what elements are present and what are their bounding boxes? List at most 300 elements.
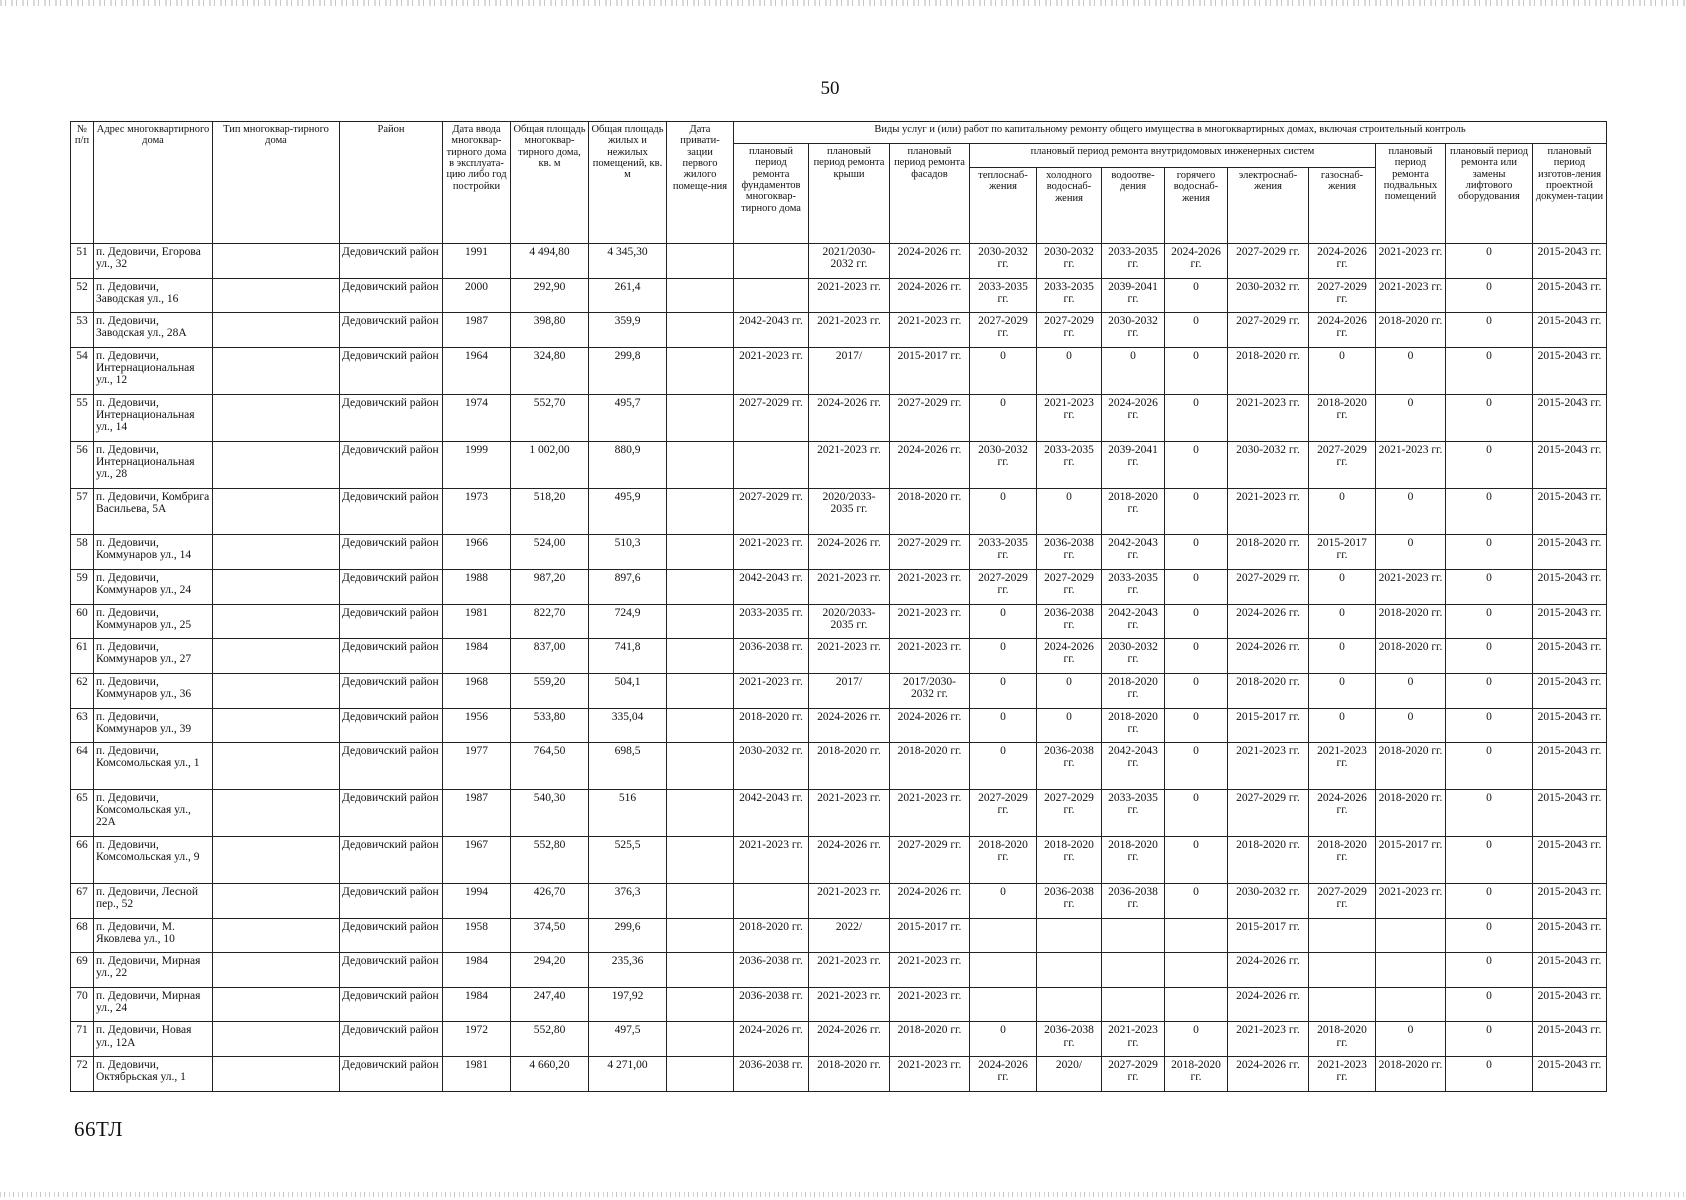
cell-num: 53 <box>71 313 94 348</box>
capital-repair-table <box>70 121 1607 1092</box>
cell-num: 60 <box>71 604 94 639</box>
cell-year: 1968 <box>443 673 511 708</box>
cell-year: 1956 <box>443 708 511 743</box>
cell-address: п. Дедовичи, Мирная ул., 24 <box>94 987 213 1022</box>
cell-cold-water: 2036-2038 гг. <box>1037 743 1102 790</box>
cell-gas: 0 <box>1309 488 1376 535</box>
cell-basement: 2021-2023 гг. <box>1376 244 1446 279</box>
cell-project-docs: 2015-2043 гг. <box>1533 918 1607 953</box>
cell-year: 1966 <box>443 535 511 570</box>
cell-num: 71 <box>71 1022 94 1057</box>
cell-total-area: 533,80 <box>511 708 589 743</box>
cell-basement <box>1376 953 1446 988</box>
header-address: Адрес многоквартирного дома <box>94 122 213 244</box>
cell-facade: 2027-2029 гг. <box>890 394 970 441</box>
cell-type <box>213 244 340 279</box>
cell-year: 1977 <box>443 743 511 790</box>
cell-project-docs: 2015-2043 гг. <box>1533 570 1607 605</box>
cell-heat: 0 <box>970 883 1037 918</box>
cell-project-docs: 2015-2043 гг. <box>1533 313 1607 348</box>
header-elevator: плановый период ремонта или замены лифтового оборудования <box>1446 144 1533 244</box>
cell-sewer: 2042-2043 гг. <box>1102 535 1165 570</box>
cell-living-area: 504,1 <box>589 673 667 708</box>
cell-sewer: 2018-2020 гг. <box>1102 673 1165 708</box>
cell-heat: 2033-2035 гг. <box>970 278 1037 313</box>
cell-year: 1984 <box>443 987 511 1022</box>
cell-district: Дедовичский район <box>340 278 443 313</box>
cell-total-area: 524,00 <box>511 535 589 570</box>
cell-electric: 2024-2026 гг. <box>1228 987 1309 1022</box>
cell-elevator: 0 <box>1446 278 1533 313</box>
cell-privatization <box>667 535 734 570</box>
cell-num: 68 <box>71 918 94 953</box>
cell-hot-water: 0 <box>1165 743 1228 790</box>
cell-district: Дедовичский район <box>340 837 443 884</box>
cell-year: 1984 <box>443 953 511 988</box>
cell-facade: 2021-2023 гг. <box>890 604 970 639</box>
cell-electric: 2024-2026 гг. <box>1228 639 1309 674</box>
cell-heat: 0 <box>970 743 1037 790</box>
cell-address: п. Дедовичи, Интернациональная ул., 28 <box>94 441 213 488</box>
cell-total-area: 4 660,20 <box>511 1057 589 1092</box>
cell-total-area: 518,20 <box>511 488 589 535</box>
cell-district: Дедовичский район <box>340 708 443 743</box>
cell-total-area: 552,70 <box>511 394 589 441</box>
table-row <box>71 394 1607 441</box>
cell-sewer: 2018-2020 гг. <box>1102 837 1165 884</box>
cell-hot-water: 0 <box>1165 837 1228 884</box>
cell-cold-water: 2036-2038 гг. <box>1037 535 1102 570</box>
cell-address: п. Дедовичи, М. Яковлева ул., 10 <box>94 918 213 953</box>
cell-roof: 2021-2023 гг. <box>809 278 890 313</box>
cell-district: Дедовичский район <box>340 313 443 348</box>
cell-heat: 0 <box>970 604 1037 639</box>
cell-facade: 2018-2020 гг. <box>890 488 970 535</box>
cell-basement: 2021-2023 гг. <box>1376 278 1446 313</box>
table-row <box>71 837 1607 884</box>
header-project-docs: плановый период изготов-ления проектной докумен-тации <box>1533 144 1607 244</box>
cell-heat: 2027-2029 гг. <box>970 790 1037 837</box>
cell-year: 1984 <box>443 639 511 674</box>
cell-sewer <box>1102 918 1165 953</box>
cell-gas: 2027-2029 гг. <box>1309 441 1376 488</box>
table-row <box>71 743 1607 790</box>
cell-district: Дедовичский район <box>340 790 443 837</box>
cell-sewer: 2039-2041 гг. <box>1102 441 1165 488</box>
cell-elevator: 0 <box>1446 708 1533 743</box>
cell-basement: 0 <box>1376 535 1446 570</box>
cell-electric: 2018-2020 гг. <box>1228 347 1309 394</box>
cell-project-docs: 2015-2043 гг. <box>1533 837 1607 884</box>
cell-living-area: 698,5 <box>589 743 667 790</box>
cell-num: 72 <box>71 1057 94 1092</box>
cell-electric: 2021-2023 гг. <box>1228 743 1309 790</box>
cell-foundation: 2021-2023 гг. <box>734 673 809 708</box>
cell-sewer <box>1102 953 1165 988</box>
table-row <box>71 441 1607 488</box>
cell-privatization <box>667 918 734 953</box>
cell-district: Дедовичский район <box>340 918 443 953</box>
cell-foundation <box>734 441 809 488</box>
cell-living-area: 724,9 <box>589 604 667 639</box>
cell-gas: 2024-2026 гг. <box>1309 313 1376 348</box>
cell-type <box>213 313 340 348</box>
cell-sewer: 2033-2035 гг. <box>1102 570 1165 605</box>
table-row <box>71 347 1607 394</box>
cell-type <box>213 604 340 639</box>
cell-electric: 2024-2026 гг. <box>1228 953 1309 988</box>
cell-hot-water: 0 <box>1165 394 1228 441</box>
cell-cold-water <box>1037 987 1102 1022</box>
cell-elevator: 0 <box>1446 673 1533 708</box>
table-row <box>71 708 1607 743</box>
cell-heat: 0 <box>970 1022 1037 1057</box>
cell-basement <box>1376 918 1446 953</box>
cell-facade: 2024-2026 гг. <box>890 441 970 488</box>
table-row <box>71 1022 1607 1057</box>
cell-hot-water <box>1165 987 1228 1022</box>
footer-mark: 66ТЛ <box>74 1117 124 1141</box>
cell-total-area: 559,20 <box>511 673 589 708</box>
cell-basement: 0 <box>1376 394 1446 441</box>
cell-project-docs: 2015-2043 гг. <box>1533 987 1607 1022</box>
cell-facade: 2027-2029 гг. <box>890 535 970 570</box>
table-row <box>71 313 1607 348</box>
cell-year: 1974 <box>443 394 511 441</box>
cell-elevator: 0 <box>1446 604 1533 639</box>
scan-edge-top <box>0 0 1686 6</box>
cell-type <box>213 883 340 918</box>
cell-living-area: 261,4 <box>589 278 667 313</box>
header-heat: теплоснаб-жения <box>970 168 1037 244</box>
cell-elevator: 0 <box>1446 639 1533 674</box>
cell-facade: 2021-2023 гг. <box>890 987 970 1022</box>
cell-year: 1967 <box>443 837 511 884</box>
cell-type <box>213 394 340 441</box>
cell-living-area: 376,3 <box>589 883 667 918</box>
cell-gas: 2015-2017 гг. <box>1309 535 1376 570</box>
cell-facade: 2027-2029 гг. <box>890 837 970 884</box>
cell-total-area: 294,20 <box>511 953 589 988</box>
cell-gas: 0 <box>1309 639 1376 674</box>
table-row <box>71 244 1607 279</box>
cell-num: 61 <box>71 639 94 674</box>
cell-living-area: 299,8 <box>589 347 667 394</box>
cell-electric: 2024-2026 гг. <box>1228 604 1309 639</box>
cell-project-docs: 2015-2043 гг. <box>1533 488 1607 535</box>
cell-elevator: 0 <box>1446 347 1533 394</box>
cell-privatization <box>667 313 734 348</box>
cell-living-area: 497,5 <box>589 1022 667 1057</box>
cell-address: п. Дедовичи, Октябрьская ул., 1 <box>94 1057 213 1092</box>
header-district: Район <box>340 122 443 244</box>
cell-foundation: 2042-2043 гг. <box>734 313 809 348</box>
cell-foundation: 2027-2029 гг. <box>734 488 809 535</box>
table-body <box>71 244 1607 1092</box>
cell-facade: 2018-2020 гг. <box>890 743 970 790</box>
cell-foundation <box>734 883 809 918</box>
cell-hot-water: 0 <box>1165 441 1228 488</box>
cell-total-area: 374,50 <box>511 918 589 953</box>
cell-roof: 2024-2026 гг. <box>809 1022 890 1057</box>
cell-roof: 2021-2023 гг. <box>809 441 890 488</box>
cell-hot-water: 0 <box>1165 278 1228 313</box>
cell-gas: 0 <box>1309 347 1376 394</box>
cell-project-docs: 2015-2043 гг. <box>1533 639 1607 674</box>
cell-hot-water <box>1165 953 1228 988</box>
cell-address: п. Дедовичи, Комсомольская ул., 1 <box>94 743 213 790</box>
cell-hot-water: 0 <box>1165 639 1228 674</box>
cell-foundation: 2018-2020 гг. <box>734 708 809 743</box>
cell-roof: 2021/2030-2032 гг. <box>809 244 890 279</box>
cell-privatization <box>667 570 734 605</box>
cell-address: п. Дедовичи, Лесной пер., 52 <box>94 883 213 918</box>
cell-num: 54 <box>71 347 94 394</box>
cell-gas: 2018-2020 гг. <box>1309 1022 1376 1057</box>
cell-total-area: 1 002,00 <box>511 441 589 488</box>
cell-foundation: 2027-2029 гг. <box>734 394 809 441</box>
cell-heat: 0 <box>970 673 1037 708</box>
cell-address: п. Дедовичи, Заводская ул., 16 <box>94 278 213 313</box>
cell-address: п. Дедовичи, Коммунаров ул., 14 <box>94 535 213 570</box>
cell-living-area: 897,6 <box>589 570 667 605</box>
cell-hot-water: 0 <box>1165 1022 1228 1057</box>
cell-basement: 2021-2023 гг. <box>1376 883 1446 918</box>
cell-foundation: 2036-2038 гг. <box>734 987 809 1022</box>
cell-num: 67 <box>71 883 94 918</box>
cell-gas: 2024-2026 гг. <box>1309 244 1376 279</box>
cell-num: 62 <box>71 673 94 708</box>
cell-gas: 2027-2029 гг. <box>1309 883 1376 918</box>
cell-project-docs: 2015-2043 гг. <box>1533 394 1607 441</box>
cell-living-area: 299,6 <box>589 918 667 953</box>
cell-basement: 0 <box>1376 1022 1446 1057</box>
cell-facade: 2015-2017 гг. <box>890 918 970 953</box>
cell-district: Дедовичский район <box>340 394 443 441</box>
cell-electric: 2018-2020 гг. <box>1228 837 1309 884</box>
cell-hot-water: 0 <box>1165 347 1228 394</box>
cell-privatization <box>667 953 734 988</box>
cell-facade: 2024-2026 гг. <box>890 708 970 743</box>
scan-edge-bottom <box>0 1192 1686 1197</box>
cell-facade: 2021-2023 гг. <box>890 639 970 674</box>
cell-living-area: 880,9 <box>589 441 667 488</box>
cell-heat: 0 <box>970 347 1037 394</box>
cell-num: 65 <box>71 790 94 837</box>
cell-cold-water <box>1037 918 1102 953</box>
cell-gas: 0 <box>1309 708 1376 743</box>
cell-project-docs: 2015-2043 гг. <box>1533 278 1607 313</box>
cell-facade: 2024-2026 гг. <box>890 278 970 313</box>
cell-living-area: 4 345,30 <box>589 244 667 279</box>
cell-address: п. Дедовичи, Интернациональная ул., 12 <box>94 347 213 394</box>
cell-cold-water <box>1037 953 1102 988</box>
cell-living-area: 197,92 <box>589 987 667 1022</box>
cell-electric: 2030-2032 гг. <box>1228 278 1309 313</box>
cell-project-docs: 2015-2043 гг. <box>1533 1057 1607 1092</box>
cell-roof: 2024-2026 гг. <box>809 837 890 884</box>
cell-privatization <box>667 278 734 313</box>
cell-year: 1964 <box>443 347 511 394</box>
cell-year: 1988 <box>443 570 511 605</box>
cell-type <box>213 837 340 884</box>
cell-total-area: 837,00 <box>511 639 589 674</box>
cell-electric: 2018-2020 гг. <box>1228 535 1309 570</box>
cell-gas: 2018-2020 гг. <box>1309 837 1376 884</box>
table-row <box>71 1057 1607 1092</box>
cell-gas: 2024-2026 гг. <box>1309 790 1376 837</box>
cell-living-area: 741,8 <box>589 639 667 674</box>
cell-living-area: 495,7 <box>589 394 667 441</box>
cell-heat <box>970 953 1037 988</box>
cell-cold-water: 2030-2032 гг. <box>1037 244 1102 279</box>
cell-address: п. Дедовичи, Новая ул., 12А <box>94 1022 213 1057</box>
cell-foundation: 2021-2023 гг. <box>734 837 809 884</box>
cell-gas: 2018-2020 гг. <box>1309 394 1376 441</box>
cell-district: Дедовичский район <box>340 673 443 708</box>
cell-hot-water: 0 <box>1165 708 1228 743</box>
cell-total-area: 324,80 <box>511 347 589 394</box>
header-systems-group: плановый период ремонта внутридомовых инженерных систем <box>970 144 1376 168</box>
header-cold-water: холодного водоснаб-жения <box>1037 168 1102 244</box>
cell-foundation: 2021-2023 гг. <box>734 535 809 570</box>
cell-foundation: 2021-2023 гг. <box>734 347 809 394</box>
cell-sewer: 2033-2035 гг. <box>1102 244 1165 279</box>
cell-type <box>213 673 340 708</box>
cell-heat: 0 <box>970 394 1037 441</box>
cell-district: Дедовичский район <box>340 987 443 1022</box>
cell-foundation: 2042-2043 гг. <box>734 570 809 605</box>
cell-year: 1987 <box>443 313 511 348</box>
cell-district: Дедовичский район <box>340 244 443 279</box>
cell-foundation <box>734 278 809 313</box>
cell-basement: 0 <box>1376 708 1446 743</box>
cell-num: 69 <box>71 953 94 988</box>
cell-project-docs: 2015-2043 гг. <box>1533 244 1607 279</box>
cell-num: 66 <box>71 837 94 884</box>
cell-hot-water: 0 <box>1165 313 1228 348</box>
cell-type <box>213 743 340 790</box>
cell-basement <box>1376 987 1446 1022</box>
cell-basement: 0 <box>1376 488 1446 535</box>
cell-type <box>213 790 340 837</box>
cell-hot-water: 0 <box>1165 673 1228 708</box>
cell-foundation: 2018-2020 гг. <box>734 918 809 953</box>
cell-basement: 2018-2020 гг. <box>1376 639 1446 674</box>
cell-num: 70 <box>71 987 94 1022</box>
cell-privatization <box>667 837 734 884</box>
cell-project-docs: 2015-2043 гг. <box>1533 953 1607 988</box>
cell-num: 51 <box>71 244 94 279</box>
cell-roof: 2024-2026 гг. <box>809 394 890 441</box>
cell-roof: 2017/ <box>809 347 890 394</box>
cell-address: п. Дедовичи, Егорова ул., 32 <box>94 244 213 279</box>
header-hot-water: горячего водоснаб-жения <box>1165 168 1228 244</box>
cell-district: Дедовичский район <box>340 441 443 488</box>
cell-privatization <box>667 347 734 394</box>
cell-facade: 2021-2023 гг. <box>890 570 970 605</box>
table-row <box>71 278 1607 313</box>
cell-type <box>213 570 340 605</box>
cell-num: 52 <box>71 278 94 313</box>
cell-privatization <box>667 244 734 279</box>
cell-privatization <box>667 394 734 441</box>
cell-address: п. Дедовичи, Комсомольская ул., 9 <box>94 837 213 884</box>
cell-facade: 2018-2020 гг. <box>890 1022 970 1057</box>
cell-roof: 2017/ <box>809 673 890 708</box>
cell-type <box>213 535 340 570</box>
cell-gas: 0 <box>1309 673 1376 708</box>
cell-elevator: 0 <box>1446 987 1533 1022</box>
cell-privatization <box>667 708 734 743</box>
cell-electric: 2030-2032 гг. <box>1228 441 1309 488</box>
cell-project-docs: 2015-2043 гг. <box>1533 673 1607 708</box>
cell-basement: 0 <box>1376 673 1446 708</box>
header-type: Тип многоквар-тирного дома <box>213 122 340 244</box>
cell-electric: 2027-2029 гг. <box>1228 313 1309 348</box>
cell-foundation <box>734 244 809 279</box>
cell-basement: 2018-2020 гг. <box>1376 743 1446 790</box>
cell-district: Дедовичский район <box>340 953 443 988</box>
cell-total-area: 540,30 <box>511 790 589 837</box>
cell-electric: 2021-2023 гг. <box>1228 488 1309 535</box>
cell-project-docs: 2015-2043 гг. <box>1533 347 1607 394</box>
cell-num: 64 <box>71 743 94 790</box>
cell-district: Дедовичский район <box>340 743 443 790</box>
cell-electric: 2015-2017 гг. <box>1228 708 1309 743</box>
cell-sewer: 2042-2043 гг. <box>1102 604 1165 639</box>
cell-heat: 0 <box>970 708 1037 743</box>
cell-roof: 2021-2023 гг. <box>809 953 890 988</box>
cell-cold-water: 2036-2038 гг. <box>1037 1022 1102 1057</box>
cell-total-area: 987,20 <box>511 570 589 605</box>
table-row <box>71 918 1607 953</box>
cell-hot-water: 0 <box>1165 535 1228 570</box>
cell-cold-water: 0 <box>1037 488 1102 535</box>
cell-heat: 2027-2029 гг. <box>970 313 1037 348</box>
cell-elevator: 0 <box>1446 441 1533 488</box>
cell-heat <box>970 918 1037 953</box>
cell-type <box>213 1022 340 1057</box>
cell-elevator: 0 <box>1446 918 1533 953</box>
cell-total-area: 426,70 <box>511 883 589 918</box>
cell-address: п. Дедовичи, Коммунаров ул., 39 <box>94 708 213 743</box>
cell-roof: 2021-2023 гг. <box>809 883 890 918</box>
cell-roof: 2021-2023 гг. <box>809 313 890 348</box>
cell-gas: 0 <box>1309 570 1376 605</box>
cell-privatization <box>667 883 734 918</box>
cell-heat: 2030-2032 гг. <box>970 244 1037 279</box>
cell-facade: 2021-2023 гг. <box>890 313 970 348</box>
cell-heat: 2030-2032 гг. <box>970 441 1037 488</box>
cell-basement: 2018-2020 гг. <box>1376 313 1446 348</box>
header-foundation: плановый период ремонта фундаментов многоквар-тирного дома <box>734 144 809 244</box>
cell-sewer: 2018-2020 гг. <box>1102 708 1165 743</box>
cell-gas: 2021-2023 гг. <box>1309 743 1376 790</box>
cell-hot-water: 2018-2020 гг. <box>1165 1057 1228 1092</box>
cell-type <box>213 918 340 953</box>
cell-total-area: 764,50 <box>511 743 589 790</box>
cell-living-area: 516 <box>589 790 667 837</box>
cell-type <box>213 1057 340 1092</box>
cell-sewer: 2036-2038 гг. <box>1102 883 1165 918</box>
cell-privatization <box>667 743 734 790</box>
header-total-area: Общая площадь многоквар-тирного дома, кв. м <box>511 122 589 244</box>
cell-facade: 2021-2023 гг. <box>890 953 970 988</box>
cell-heat: 2018-2020 гг. <box>970 837 1037 884</box>
cell-electric: 2027-2029 гг. <box>1228 244 1309 279</box>
cell-district: Дедовичский район <box>340 1057 443 1092</box>
